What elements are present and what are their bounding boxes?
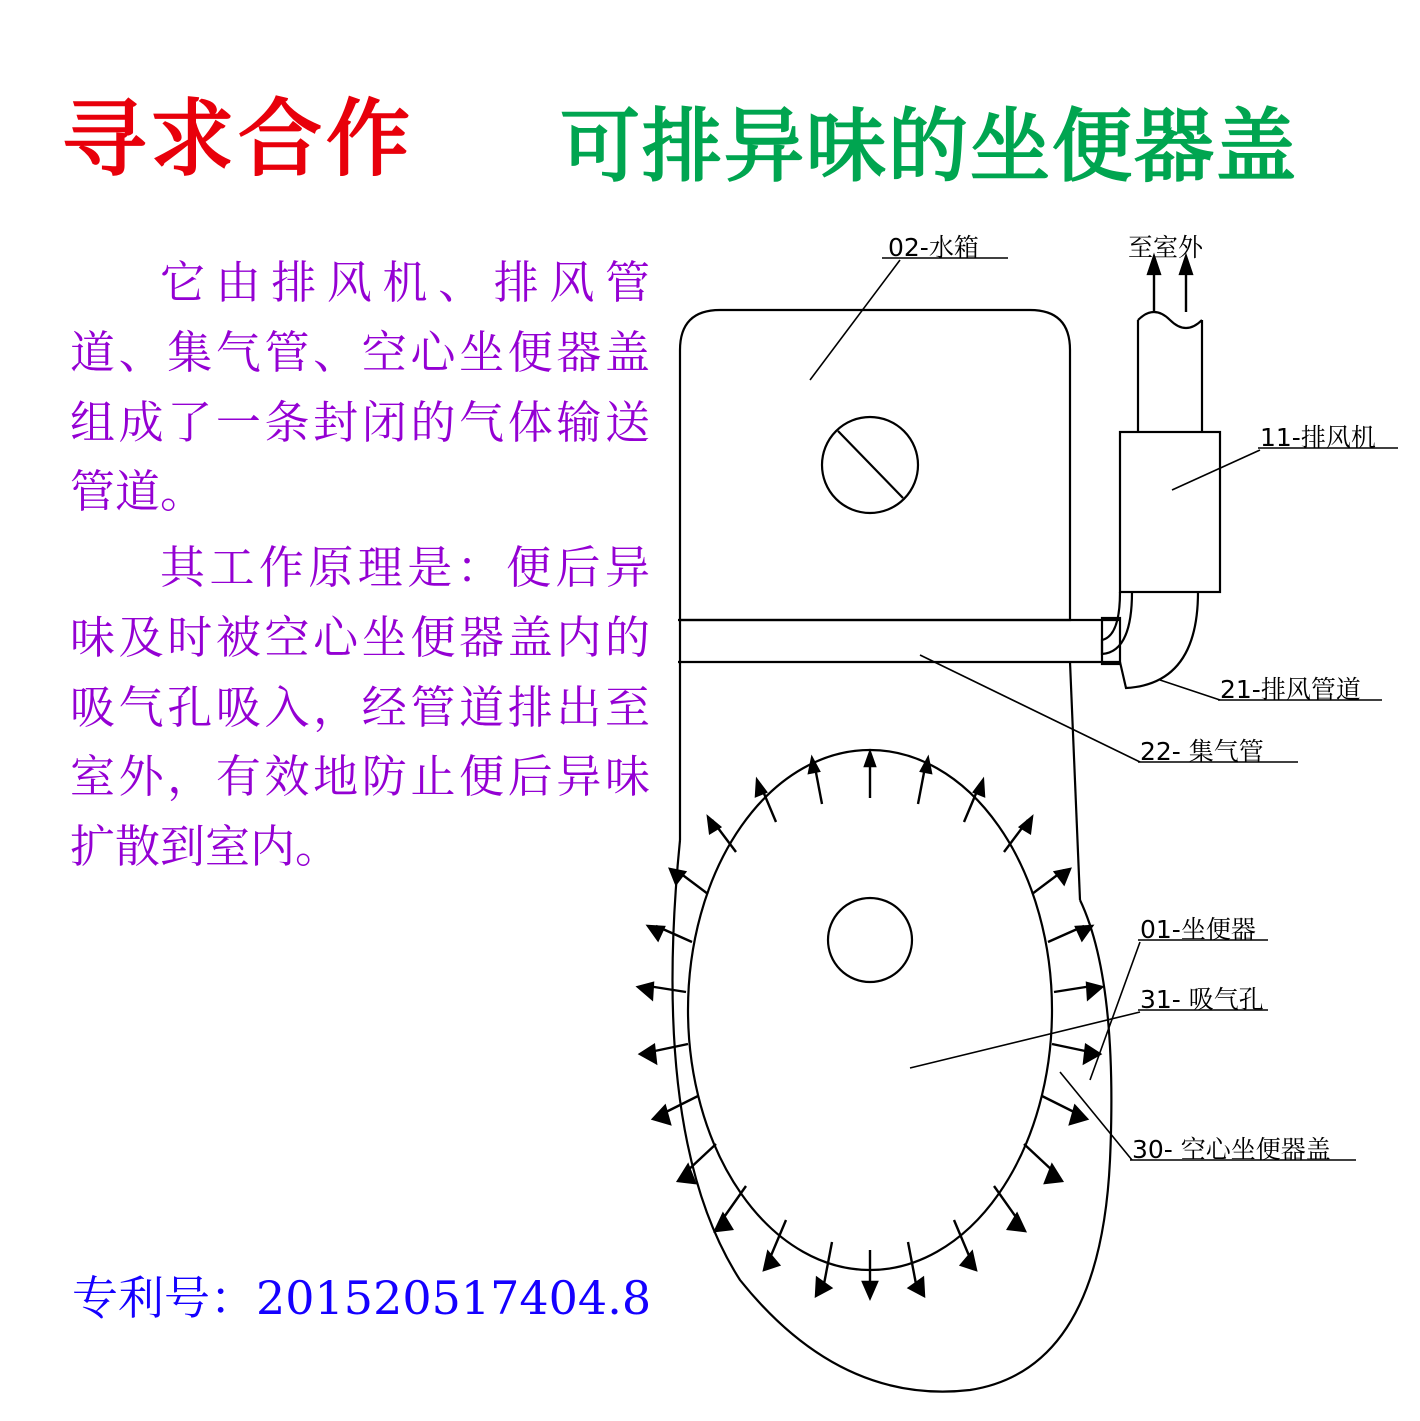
lid-center-hole bbox=[828, 898, 912, 982]
description-block bbox=[70, 248, 650, 888]
outdoor-arrows bbox=[1148, 256, 1192, 312]
callout-label-fan: 11-排风机 bbox=[1260, 423, 1376, 452]
cistern-outline bbox=[680, 310, 1070, 620]
callout-label-suction: 31- 吸气孔 bbox=[1140, 985, 1264, 1014]
flush-button-slash bbox=[838, 431, 903, 498]
headline-product-title: 可排异味的坐便器盖 bbox=[560, 99, 1298, 193]
callout-label-toilet: 01-坐便器 bbox=[1140, 915, 1256, 944]
callout-label-hollow-lid: 30- 空心坐便器盖 bbox=[1132, 1135, 1331, 1164]
description-paragraph-1: 它由排风机、排风管道、集气管、空心坐便器盖组成了一条封闭的气体输送管道。 bbox=[70, 256, 650, 519]
label-underlines bbox=[882, 258, 1398, 1160]
toilet-schematic-svg bbox=[620, 200, 1410, 1420]
callout-label-tank: 02-水箱 bbox=[888, 233, 979, 262]
collector-connector bbox=[1102, 618, 1120, 664]
patent-number: 专利号：201520517404.8 bbox=[72, 1271, 652, 1325]
exhaust-duct-inner bbox=[1102, 592, 1132, 654]
callout-label-duct: 21-排风管道 bbox=[1220, 675, 1361, 704]
callout-label-collector: 22- 集气管 bbox=[1140, 737, 1264, 766]
leader-lines bbox=[810, 260, 1260, 1160]
headline-seeking-cooperation: 寻求合作 bbox=[62, 89, 415, 188]
exhaust-fan-box bbox=[1120, 432, 1220, 592]
technical-drawing bbox=[620, 200, 1410, 1420]
toilet-body-right bbox=[1070, 662, 1080, 900]
pipe-break-symbol bbox=[1138, 312, 1202, 328]
callout-label-outdoor: 至室外 bbox=[1128, 233, 1204, 262]
description-paragraph-2: 其工作原理是：便后异味及时被空心坐便器盖内的吸气孔吸入，经管道排出至室外，有效地防止便后异味扩散到室内。 bbox=[70, 541, 650, 873]
toilet-bowl-outline bbox=[673, 840, 1112, 1392]
